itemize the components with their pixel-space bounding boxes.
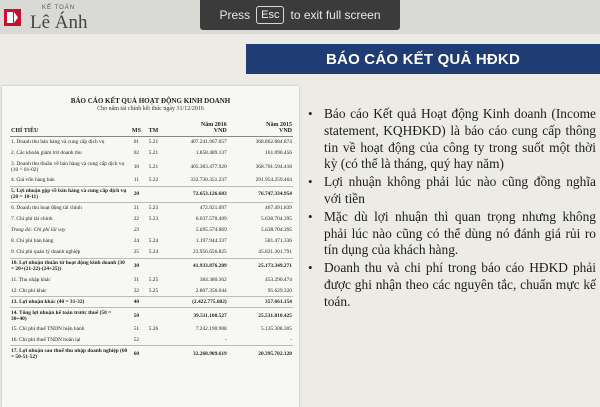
bullet-item bbox=[306, 209, 596, 259]
row-tm bbox=[144, 346, 162, 362]
logo-name: Lê Ánh bbox=[30, 12, 88, 33]
table-row bbox=[10, 224, 293, 235]
row-value-2015: - bbox=[290, 337, 292, 344]
bullet-text: Báo cáo Kết quả Hoạt động Kinh doanh (Income statement, KQHĐKD) là báo cáo cung cấp thông tin về hoạt động của công ty trong suốt một thời kỳ (có thể là tháng, quý hay năm) bbox=[324, 106, 596, 172]
bullet-list bbox=[306, 106, 596, 312]
row-value-2016: 7.242.190.908 bbox=[195, 326, 227, 333]
table-row bbox=[10, 175, 293, 186]
table-row bbox=[10, 236, 293, 247]
row-ms: 60 bbox=[128, 346, 144, 362]
row-name: 13. Lợi nhuận khác (40 = 31-32) bbox=[10, 296, 128, 307]
statement-title: BÁO CÁO KẾT QUẢ HOẠT ĐỘNG KINH DOANH bbox=[70, 97, 231, 105]
row-value-2015: 95.629.320 bbox=[267, 287, 292, 294]
table-header-row bbox=[10, 120, 293, 137]
row-value-2015: 5.135.308.305 bbox=[261, 326, 292, 333]
header-2016-year: Năm 2016 bbox=[200, 122, 227, 128]
header-2015 bbox=[228, 120, 293, 137]
bullet-text: Lợi nhuận không phải lúc nào cũng đồng nghĩa với tiền bbox=[324, 174, 596, 206]
row-value-2016: 472.921.097 bbox=[163, 202, 228, 213]
row-ms: 10 bbox=[133, 163, 140, 170]
table-row bbox=[10, 274, 293, 285]
table-row bbox=[10, 159, 293, 175]
row-name: 17. Lợi nhuận sau thuế thu nhập doanh nghiệp (60 = 50-51-52) bbox=[10, 346, 128, 362]
slide-title: BÁO CÁO KẾT QUẢ HĐKD bbox=[326, 50, 520, 68]
row-tm: 5.21 bbox=[148, 150, 159, 157]
table-row bbox=[10, 335, 293, 346]
hint-rest: to exit full screen bbox=[290, 8, 381, 22]
row-ms: 52 bbox=[133, 337, 140, 344]
row-value-2016: 407.241.967.057 bbox=[190, 139, 227, 146]
row-name: 1. Doanh thu bán hàng và cung cấp dịch vụ bbox=[11, 139, 105, 146]
row-value-2016: 1.858.489.137 bbox=[195, 150, 227, 157]
row-name: 10. Lợi nhuận thuần từ hoạt động kinh doanh (30 = 20+(21-22)-(24+25)) bbox=[10, 258, 128, 274]
row-value-2016: 23.956.656.825 bbox=[193, 249, 227, 256]
row-name: 8. Chi phí bán hàng bbox=[11, 238, 54, 245]
row-value-2015: 76.747.334.954 bbox=[228, 186, 293, 202]
row-value-2015: 368.862.684.874 bbox=[255, 139, 292, 146]
row-ms: 25 bbox=[133, 249, 140, 256]
row-ms: 01 bbox=[133, 139, 140, 146]
row-tm bbox=[144, 224, 162, 235]
row-name: 2. Các khoản giảm trừ doanh thu bbox=[11, 150, 82, 157]
row-ms: 50 bbox=[128, 308, 144, 324]
row-value-2015: 25.531.010.425 bbox=[228, 308, 293, 324]
row-tm: 5.22 bbox=[148, 177, 159, 184]
row-ms: 20 bbox=[128, 186, 144, 202]
bullet-dot-icon: • bbox=[308, 260, 313, 276]
bullet-dot-icon: • bbox=[308, 106, 313, 121]
row-value-2016: 384.380.362 bbox=[199, 276, 227, 283]
header-indicator: CHỈ TIÊU bbox=[10, 120, 128, 137]
row-name: Trong đó: Chi phí lãi vay bbox=[11, 227, 66, 234]
row-value-2015: 467.491.839 bbox=[228, 202, 293, 213]
table-row bbox=[10, 346, 293, 362]
row-value-2015: 45.821.301.791 bbox=[258, 249, 292, 256]
row-name: 12. Chi phí khác bbox=[11, 287, 47, 294]
row-value-2016: 332.730.351.237 bbox=[190, 177, 227, 184]
row-tm bbox=[144, 335, 162, 346]
row-name: 3. Doanh thu thuần về bán hàng và cung cấp dịch vụ (10 = 01-02) bbox=[11, 160, 125, 173]
header-2015-unit: VND bbox=[279, 128, 292, 134]
table-body bbox=[10, 137, 293, 362]
statement-subtitle: Cho năm tài chính kết thúc ngày 31/12/2016 bbox=[97, 106, 204, 112]
logo-mark-icon bbox=[4, 9, 21, 26]
row-tm: 5.21 bbox=[148, 139, 159, 146]
table-row bbox=[10, 324, 293, 335]
row-ms: 23 bbox=[133, 227, 140, 234]
row-value-2015: 453.290.474 bbox=[265, 276, 292, 283]
exit-fullscreen-hint bbox=[200, 0, 400, 30]
row-value-2015: 581.471.336 bbox=[265, 238, 292, 245]
row-tm bbox=[144, 308, 162, 324]
header-tm: TM bbox=[144, 120, 162, 137]
row-value-2015: 20.395.702.120 bbox=[228, 346, 293, 362]
row-tm: 5.26 bbox=[148, 326, 159, 333]
row-value-2015: 161.090.456 bbox=[265, 150, 292, 157]
row-value-2016: 5.695.574.869 bbox=[195, 227, 227, 234]
row-name: 6. Doanh thu hoạt động tài chính bbox=[10, 202, 128, 213]
row-value-2015: 25.173.349.271 bbox=[228, 258, 293, 274]
header-2015-year: Năm 2015 bbox=[266, 122, 292, 128]
table-row bbox=[10, 186, 293, 202]
header-2016-unit: VND bbox=[213, 128, 227, 134]
row-tm: 5.23 bbox=[148, 215, 159, 222]
row-ms: 21 bbox=[128, 202, 144, 213]
table-row bbox=[10, 308, 293, 324]
bullet-item bbox=[306, 260, 596, 310]
table-row bbox=[10, 202, 293, 213]
row-value-2015: 5.638.704.395 bbox=[261, 227, 292, 234]
row-tm: 5.25 bbox=[148, 276, 159, 283]
row-ms: 02 bbox=[133, 150, 140, 157]
row-ms: 31 bbox=[133, 276, 140, 283]
income-statement-image bbox=[2, 86, 299, 407]
row-name: 11. Thu nhập khác bbox=[11, 276, 51, 283]
row-value-2016: 72.653.126.683 bbox=[163, 186, 228, 202]
table-row bbox=[10, 296, 293, 307]
bullet-text: Mặc dù lợi nhuận thì quan trọng nhưng không phải lúc nào cũng có thể dùng nó đánh giá rủi ro tín dụng của khách hàng. bbox=[324, 208, 596, 258]
row-tm: 5.23 bbox=[144, 202, 162, 213]
table-row bbox=[10, 148, 293, 159]
logo-tagline: KẾ TOÁN bbox=[42, 5, 76, 11]
row-ms: 22 bbox=[133, 215, 140, 222]
header-ms: MS bbox=[128, 120, 144, 137]
row-ms: 30 bbox=[128, 258, 144, 274]
row-ms: 51 bbox=[133, 326, 140, 333]
row-value-2016: 32.268.909.619 bbox=[163, 346, 228, 362]
bullet-item bbox=[306, 106, 596, 173]
row-value-2016: 6.037.570.409 bbox=[195, 215, 227, 222]
esc-key-badge: Esc bbox=[256, 6, 284, 24]
row-ms: 24 bbox=[133, 238, 140, 245]
row-value-2016: 2.807.356.044 bbox=[195, 287, 227, 294]
row-tm: 5.21 bbox=[148, 163, 159, 170]
row-ms: 40 bbox=[128, 296, 144, 307]
row-value-2015: 368.701.594.418 bbox=[255, 163, 292, 170]
bullet-dot-icon: • bbox=[308, 174, 313, 190]
table-row bbox=[10, 213, 293, 224]
row-name: 16. Chi phí thuế TNDN hoãn lại bbox=[11, 337, 81, 344]
table-row bbox=[10, 285, 293, 296]
table-row bbox=[10, 247, 293, 258]
income-statement-table bbox=[10, 120, 293, 362]
row-tm: 5.25 bbox=[148, 287, 159, 294]
row-value-2016: (2.422.775.682) bbox=[163, 296, 228, 307]
row-value-2015: 5.638.704.395 bbox=[261, 215, 292, 222]
bullet-dot-icon: • bbox=[308, 208, 313, 224]
row-value-2016: 405.383.477.920 bbox=[190, 163, 227, 170]
row-value-2016: 39.511.100.527 bbox=[163, 308, 228, 324]
row-name: 7. Chi phí tài chính bbox=[11, 215, 53, 222]
row-name: 9. Chi phí quản lý doanh nghiệp bbox=[11, 249, 81, 256]
row-ms: 11 bbox=[133, 177, 140, 184]
row-value-2015: 291.954.259.464 bbox=[255, 177, 292, 184]
row-name: 4. Giá vốn hàng bán bbox=[11, 177, 55, 184]
row-ms: 32 bbox=[133, 287, 140, 294]
table-row bbox=[10, 258, 293, 274]
row-tm bbox=[144, 258, 162, 274]
row-name: 5. Lợi nhuận gộp về bán hàng và cung cấp dịch vụ (20 = 10-11) bbox=[10, 186, 128, 202]
row-name: 14. Tổng lợi nhuận kế toán trước thuế (50 = 30+40) bbox=[10, 308, 128, 324]
row-value-2015: 357.661.154 bbox=[228, 296, 293, 307]
le-anh-logo bbox=[2, 3, 100, 33]
row-tm: 5.24 bbox=[148, 238, 159, 245]
row-name: 15. Chi phí thuế TNDN hiện hành bbox=[11, 326, 85, 333]
row-value-2016: 1.197.944.337 bbox=[195, 238, 227, 245]
table-row bbox=[10, 137, 293, 148]
bullet-text: Doanh thu và chi phí trong báo cáo HĐKD phải được ghi nhận theo các nguyên tắc, chuẩn mực kế toán. bbox=[324, 260, 596, 309]
row-tm bbox=[144, 186, 162, 202]
header-2016 bbox=[163, 120, 228, 137]
bullet-item bbox=[306, 174, 596, 208]
row-tm bbox=[144, 296, 162, 307]
row-tm: 5.24 bbox=[148, 249, 159, 256]
row-value-2016: - bbox=[224, 337, 227, 344]
slide-title-bar bbox=[246, 44, 600, 74]
hint-press: Press bbox=[219, 8, 251, 22]
row-value-2016: 41.933.876.209 bbox=[163, 258, 228, 274]
